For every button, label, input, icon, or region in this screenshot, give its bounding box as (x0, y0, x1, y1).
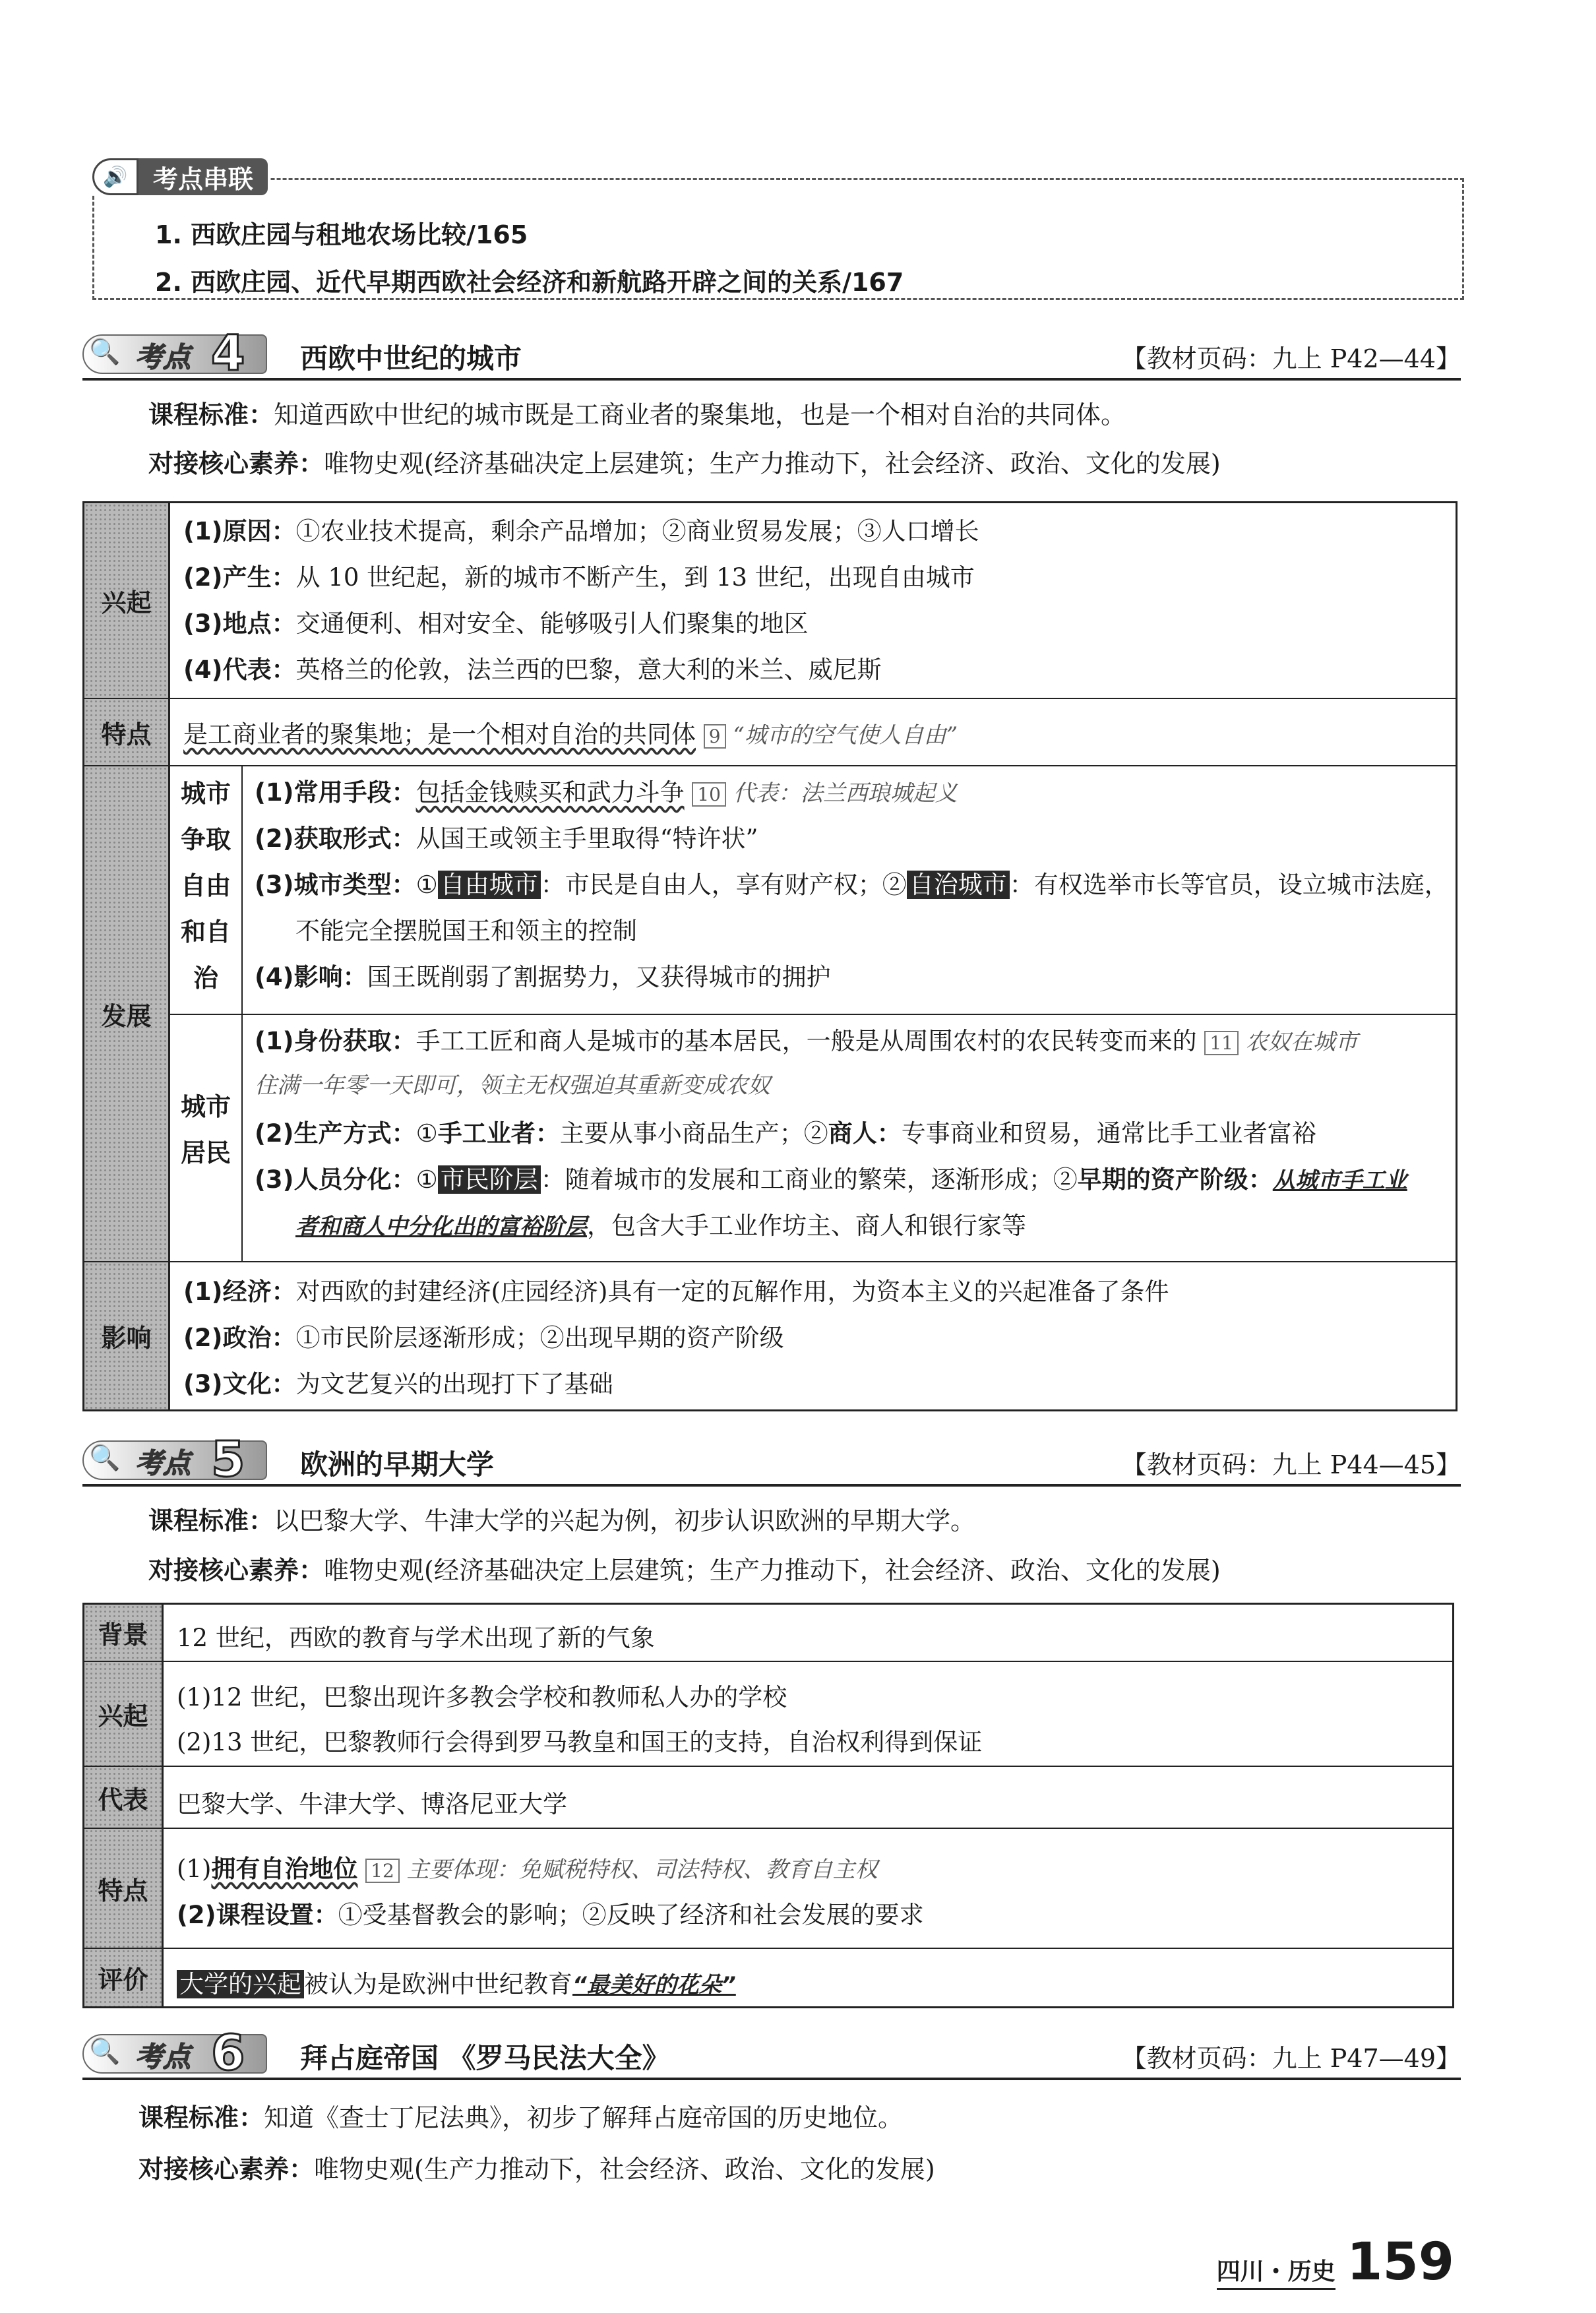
sub-city-autonomy: 城市 争取 自由 和自 治 (180, 779, 231, 993)
province-subject: 四川・历史 (1217, 2258, 1335, 2290)
section-title: 欧洲的早期大学 (300, 1448, 495, 1481)
section-title: 拜占庭帝国 《罗马民法大全》 (300, 2042, 670, 2074)
section-5-header (82, 1431, 1461, 1488)
course-standard: 课程标准：以巴黎大学、牛津大学的兴起为例，初步认识欧洲的早期大学。 (148, 1506, 976, 1535)
rise-row-3: (3)地点：交通便利、相对安全、能够吸引人们聚集的地区 (183, 609, 809, 638)
impact-row-1: (1)经济：对西欧的封建经济(庄园经济)具有一定的瓦解作用，为资本主义的兴起准备了条件 (183, 1278, 1169, 1306)
related-point-1[interactable]: 1. 西欧庄园与租地农场比较/165 (155, 220, 528, 249)
magnifier-icon: 🔍 (89, 337, 121, 366)
cat-feature: 特点 (84, 1829, 164, 1948)
cat-evaluation: 评价 (84, 1949, 164, 2006)
page-footer (1217, 2233, 1454, 2292)
dev2-row-3b: 者和商人中分化出的富裕阶层，包含大手工业作坊主、商人和银行家等 (295, 1212, 1026, 1240)
cat-rise: 兴起 (84, 503, 170, 698)
course-standard: 课程标准：知道西欧中世纪的城市既是工商业者的聚集地，也是一个相对自治的共同体。 (148, 400, 1126, 429)
related-point-2[interactable]: 2. 西欧庄园、近代早期西欧社会经济和新航路开辟之间的关系/167 (155, 268, 904, 297)
dev1-row-2: (2)获取形式：从国王或领主手里取得“特许状” (255, 824, 758, 853)
section-number: 5 (211, 1431, 245, 1488)
evaluation-row: 大学的兴起 被认为是欧洲中世纪教育“最美好的花朵” (177, 1964, 736, 2000)
background-row: 12 世纪，西欧的教育与学术出现了新的气象 (177, 1624, 655, 1652)
course-standard: 课程标准：知道《查士丁尼法典》，初步了解拜占庭帝国的历史地位。 (138, 2103, 904, 2132)
impact-row-3: (3)文化：为文艺复兴的出现打下了基础 (183, 1370, 613, 1398)
speaker-icon: 🔊 (92, 158, 138, 195)
rise-row-2: (2)产生：从 10 世纪起，新的城市不断产生，到 13 世纪，出现自由城市 (183, 563, 975, 592)
dev2-row-1-note: 住满一年零一天即可，领主无权强迫其重新变成农奴 (255, 1072, 770, 1099)
magnifier-icon: 🔍 (89, 2037, 121, 2066)
core-literacy: 对接核心素养：唯物史观(经济基础决定上层建筑；生产力推动下，社会经济、政治、文化的发展) (148, 1556, 1221, 1585)
rise-row-2: (2)13 世纪，巴黎教师行会得到罗马教皇和国王的支持，自治权利得到保证 (177, 1728, 983, 1756)
kaodian-label: 考点 (135, 341, 191, 373)
kaodian-label: 考点 (135, 2041, 191, 2073)
cat-development: 发展 (84, 766, 170, 1261)
dev1-row-3: (3)城市类型：① 自由城市 ：市民是自由人，享有财产权；② 自治城市 ：有权选举市长等官员，设立城市法庭， (255, 871, 1449, 899)
cat-feature: 特点 (84, 699, 170, 765)
core-literacy: 对接核心素养：唯物史观(生产力推动下，社会经济、政治、文化的发展) (138, 2155, 935, 2184)
textbook-page-ref: 【教材页码：九上 P47—49】 (1121, 2044, 1461, 2073)
page-number: 159 (1347, 2233, 1454, 2292)
core-literacy: 对接核心素养：唯物史观(经济基础决定上层建筑；生产力推动下，社会经济、政治、文化的发展) (148, 449, 1221, 478)
cat-rise: 兴起 (84, 1662, 164, 1766)
dev1-row-1: (1)常用手段：包括金钱赎买和武力斗争 10 代表：法兰西琅城起义 (255, 778, 958, 807)
dev2-row-2: (2)生产方式：①手工业者：主要从事小商品生产；②商人：专事商业和贸易，通常比手工业者富裕 (255, 1119, 1316, 1148)
section-4-header (82, 325, 1461, 382)
cat-representative: 代表 (84, 1767, 164, 1828)
kaodian-label: 考点 (135, 1447, 191, 1479)
cat-impact: 影响 (84, 1262, 170, 1409)
impact-row-2: (2)政治：①市民阶层逐渐形成；②出现早期的资产阶级 (183, 1324, 784, 1352)
rise-row-1: (1)原因：①农业技术提高，剩余产品增加；②商业贸易发展；③人口增长 (183, 517, 979, 545)
textbook-page-ref: 【教材页码：九上 P44—45】 (1121, 1450, 1461, 1479)
related-points-tag (92, 158, 270, 195)
dev2-row-1: (1)身份获取：手工工匠和商人是城市的基本居民，一般是从周围农村的农民转变而来的 11 农奴在城市 (255, 1027, 1358, 1055)
rise-row-4: (4)代表：英格兰的伦敦，法兰西的巴黎，意大利的米兰、威尼斯 (183, 656, 882, 684)
feature-row: 是工商业者的聚集地；是一个相对自治的共同体 9 “城市的空气使人自由” (183, 720, 958, 749)
city-table (82, 501, 1458, 1411)
dev1-row-4: (4)影响：国王既削弱了割据势力，又获得城市的拥护 (255, 963, 831, 991)
dev1-row-3b: 不能完全摆脱国王和领主的控制 (295, 917, 637, 945)
related-points-label: 考点串联 (138, 158, 268, 195)
university-table (82, 1603, 1454, 2008)
section-number: 6 (211, 2025, 245, 2082)
dev2-row-3: (3)人员分化：① 市民阶层 ：随着城市的发展和工商业的繁荣，逐渐形成；②早期的资产阶级：从城市手工业 (255, 1165, 1407, 1194)
section-6-header (82, 2025, 1461, 2082)
section-number: 4 (211, 325, 245, 382)
feature-row-1: (1)拥有自治地位 12 主要体现：免赋税特权、司法特权、教育自主权 (177, 1855, 878, 1883)
rise-row-1: (1)12 世纪，巴黎出现许多教会学校和教师私人办的学校 (177, 1683, 787, 1712)
representative-row: 巴黎大学、牛津大学、博洛尼亚大学 (177, 1790, 567, 1818)
cat-background: 背景 (84, 1605, 164, 1661)
textbook-page-ref: 【教材页码：九上 P42—44】 (1121, 344, 1461, 373)
feature-row-2: (2)课程设置：①受基督教会的影响；②反映了经济和社会发展的要求 (177, 1901, 924, 1929)
magnifier-icon: 🔍 (89, 1443, 121, 1472)
section-title: 西欧中世纪的城市 (300, 342, 522, 375)
sub-city-residents: 城市 居民 (180, 1092, 231, 1167)
